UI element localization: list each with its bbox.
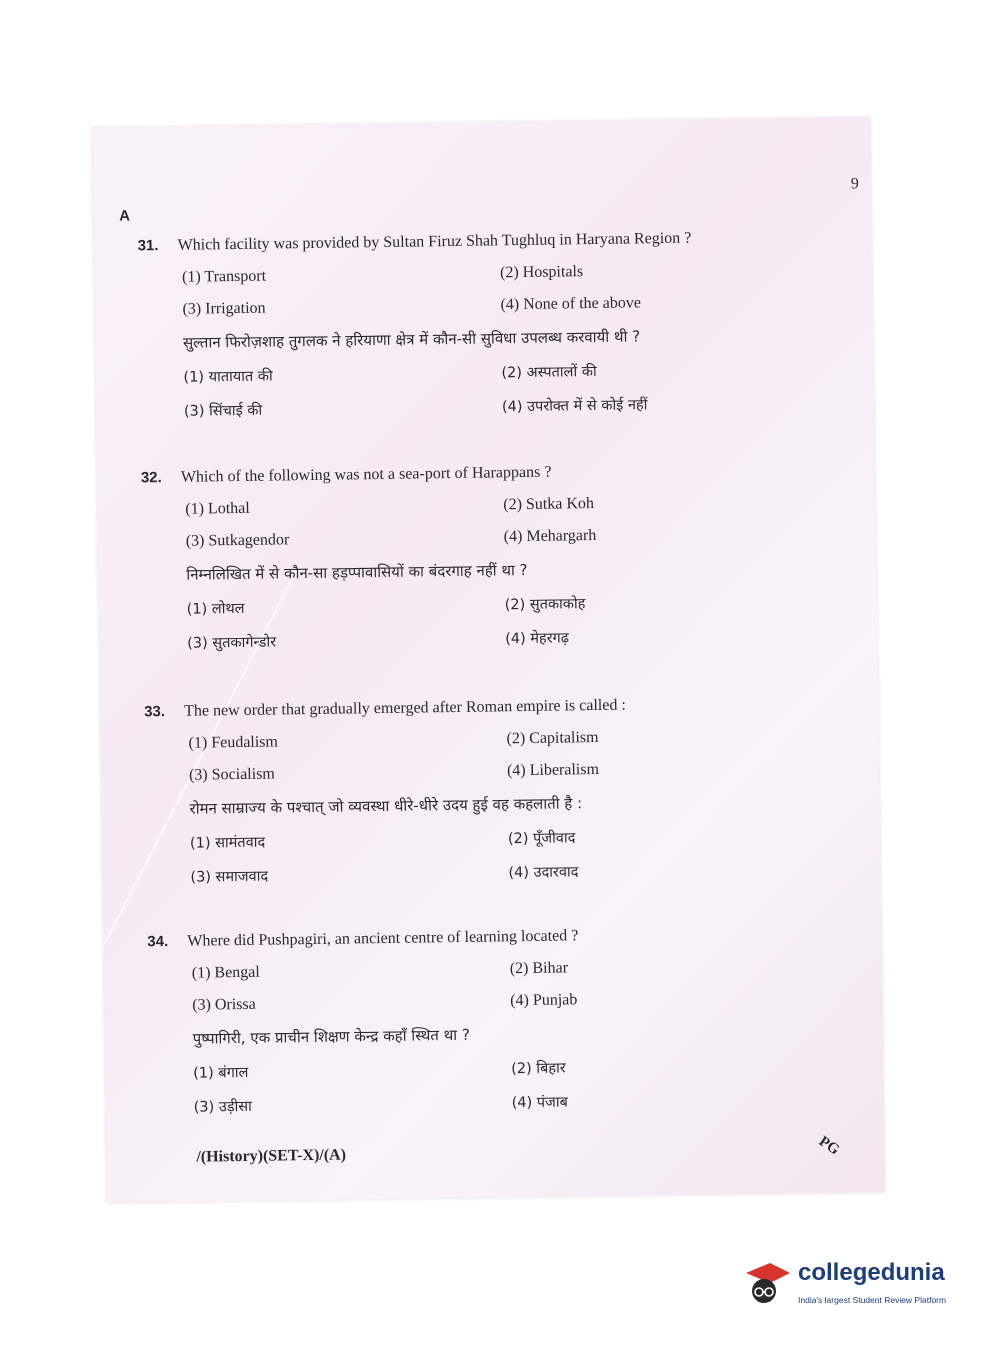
options-english (182, 260, 839, 319)
option-hindi: (1) लोथल (186, 600, 245, 618)
option: (3) Irrigation (182, 299, 266, 318)
option: (2) Hospitals (499, 263, 584, 282)
option-hindi: (2) बिहार (511, 1060, 566, 1078)
option-hindi: (1) बंगाल (193, 1064, 249, 1082)
option: (2) Capitalism (506, 728, 599, 748)
question-text-hindi: निम्नलिखित में से कौन-सा हड़प्पावासियों का बंदरगाह नहीं था ? (186, 560, 528, 584)
options-english (188, 726, 845, 785)
option: (2) Bihar (509, 959, 569, 978)
option: (1) Bengal (191, 963, 260, 982)
option-hindi: (4) उदारवाद (508, 864, 579, 882)
question-32 (141, 460, 844, 654)
option: (2) Sutka Koh (503, 495, 595, 514)
options-english (185, 492, 842, 551)
question-number: 34. (147, 933, 169, 951)
option: (4) Liberalism (506, 760, 600, 780)
option-hindi: (1) यातायात की (183, 368, 273, 386)
graduate-cap-icon (742, 1257, 792, 1307)
option: (1) Feudalism (188, 733, 279, 752)
question-text: Where did Pushpagiri, an ancient centre of learning located ? (187, 927, 579, 950)
question-text-hindi: पुष्पागिरी, एक प्राचीन शिक्षण केन्द्र कहाँ स्थित था ? (192, 1025, 470, 1048)
option: (4) Mehargarh (503, 526, 597, 546)
option: (3) Socialism (188, 765, 275, 784)
option-hindi: (3) समाजवाद (190, 868, 269, 886)
question-text: The new order that gradually emerged after Roman empire is called : (184, 696, 626, 720)
option-hindi: (2) अस्पतालों की (501, 363, 597, 382)
question-number: 32. (140, 469, 162, 487)
option: (1) Lothal (185, 499, 250, 518)
option: (3) Orissa (192, 995, 256, 1014)
option-hindi: (4) मेहरगढ़ (505, 630, 570, 648)
question-33 (144, 694, 847, 888)
options-hindi (193, 1054, 850, 1117)
option-hindi: (3) सुतकागेन्डोर (187, 634, 277, 652)
question-number: 31. (137, 237, 159, 255)
options-hindi (183, 358, 840, 421)
option-hindi: (4) उपरोक्त में से कोई नहीं (501, 397, 648, 416)
option: (1) Transport (181, 267, 267, 286)
option: (3) Sutkagendor (185, 531, 290, 550)
options-hindi (190, 824, 847, 887)
page-number: 9 (850, 175, 859, 193)
option-hindi: (3) उड़ीसा (193, 1098, 252, 1116)
collegedunia-logo (742, 1253, 972, 1315)
question-text-hindi: सुल्तान फिरोज़शाह तुगलक ने हरियाणा क्षेत्र में कौन-सी सुविधा उपलब्ध करवायी थी ? (182, 327, 641, 352)
option: (4) None of the above (500, 294, 642, 314)
options-hindi (187, 590, 844, 653)
question-text: Which of the following was not a sea-port of Harappans ? (180, 463, 552, 486)
question-34 (147, 924, 850, 1118)
option-hindi: (1) सामंतवाद (189, 834, 266, 852)
question-31 (138, 228, 841, 422)
question-text-hindi: रोमन साम्राज्य के पश्चात् जो व्यवस्था धीरे-धीरे उदय हुई वह कहलाती है : (189, 794, 583, 818)
set-letter: A (119, 207, 131, 225)
option: (4) Punjab (510, 991, 578, 1010)
brand-tagline: India's largest Student Review Platform (798, 1295, 947, 1305)
options-english (192, 956, 849, 1015)
brand-name: collegedunia (798, 1259, 945, 1286)
option-hindi: (2) सुतकाकोह (504, 596, 586, 614)
question-number: 33. (144, 703, 166, 721)
pg-mark: PG (815, 1133, 843, 1159)
exam-page (92, 117, 885, 1203)
option-hindi: (4) पंजाब (511, 1094, 568, 1112)
paper-code: /(History)(SET-X)/(A) (196, 1146, 347, 1166)
question-text: Which facility was provided by Sultan Firuz Shah Tughluq in Haryana Region ? (177, 229, 692, 254)
option-hindi: (2) पूँजीवाद (507, 830, 576, 848)
option-hindi: (3) सिंचाई की (183, 402, 263, 420)
